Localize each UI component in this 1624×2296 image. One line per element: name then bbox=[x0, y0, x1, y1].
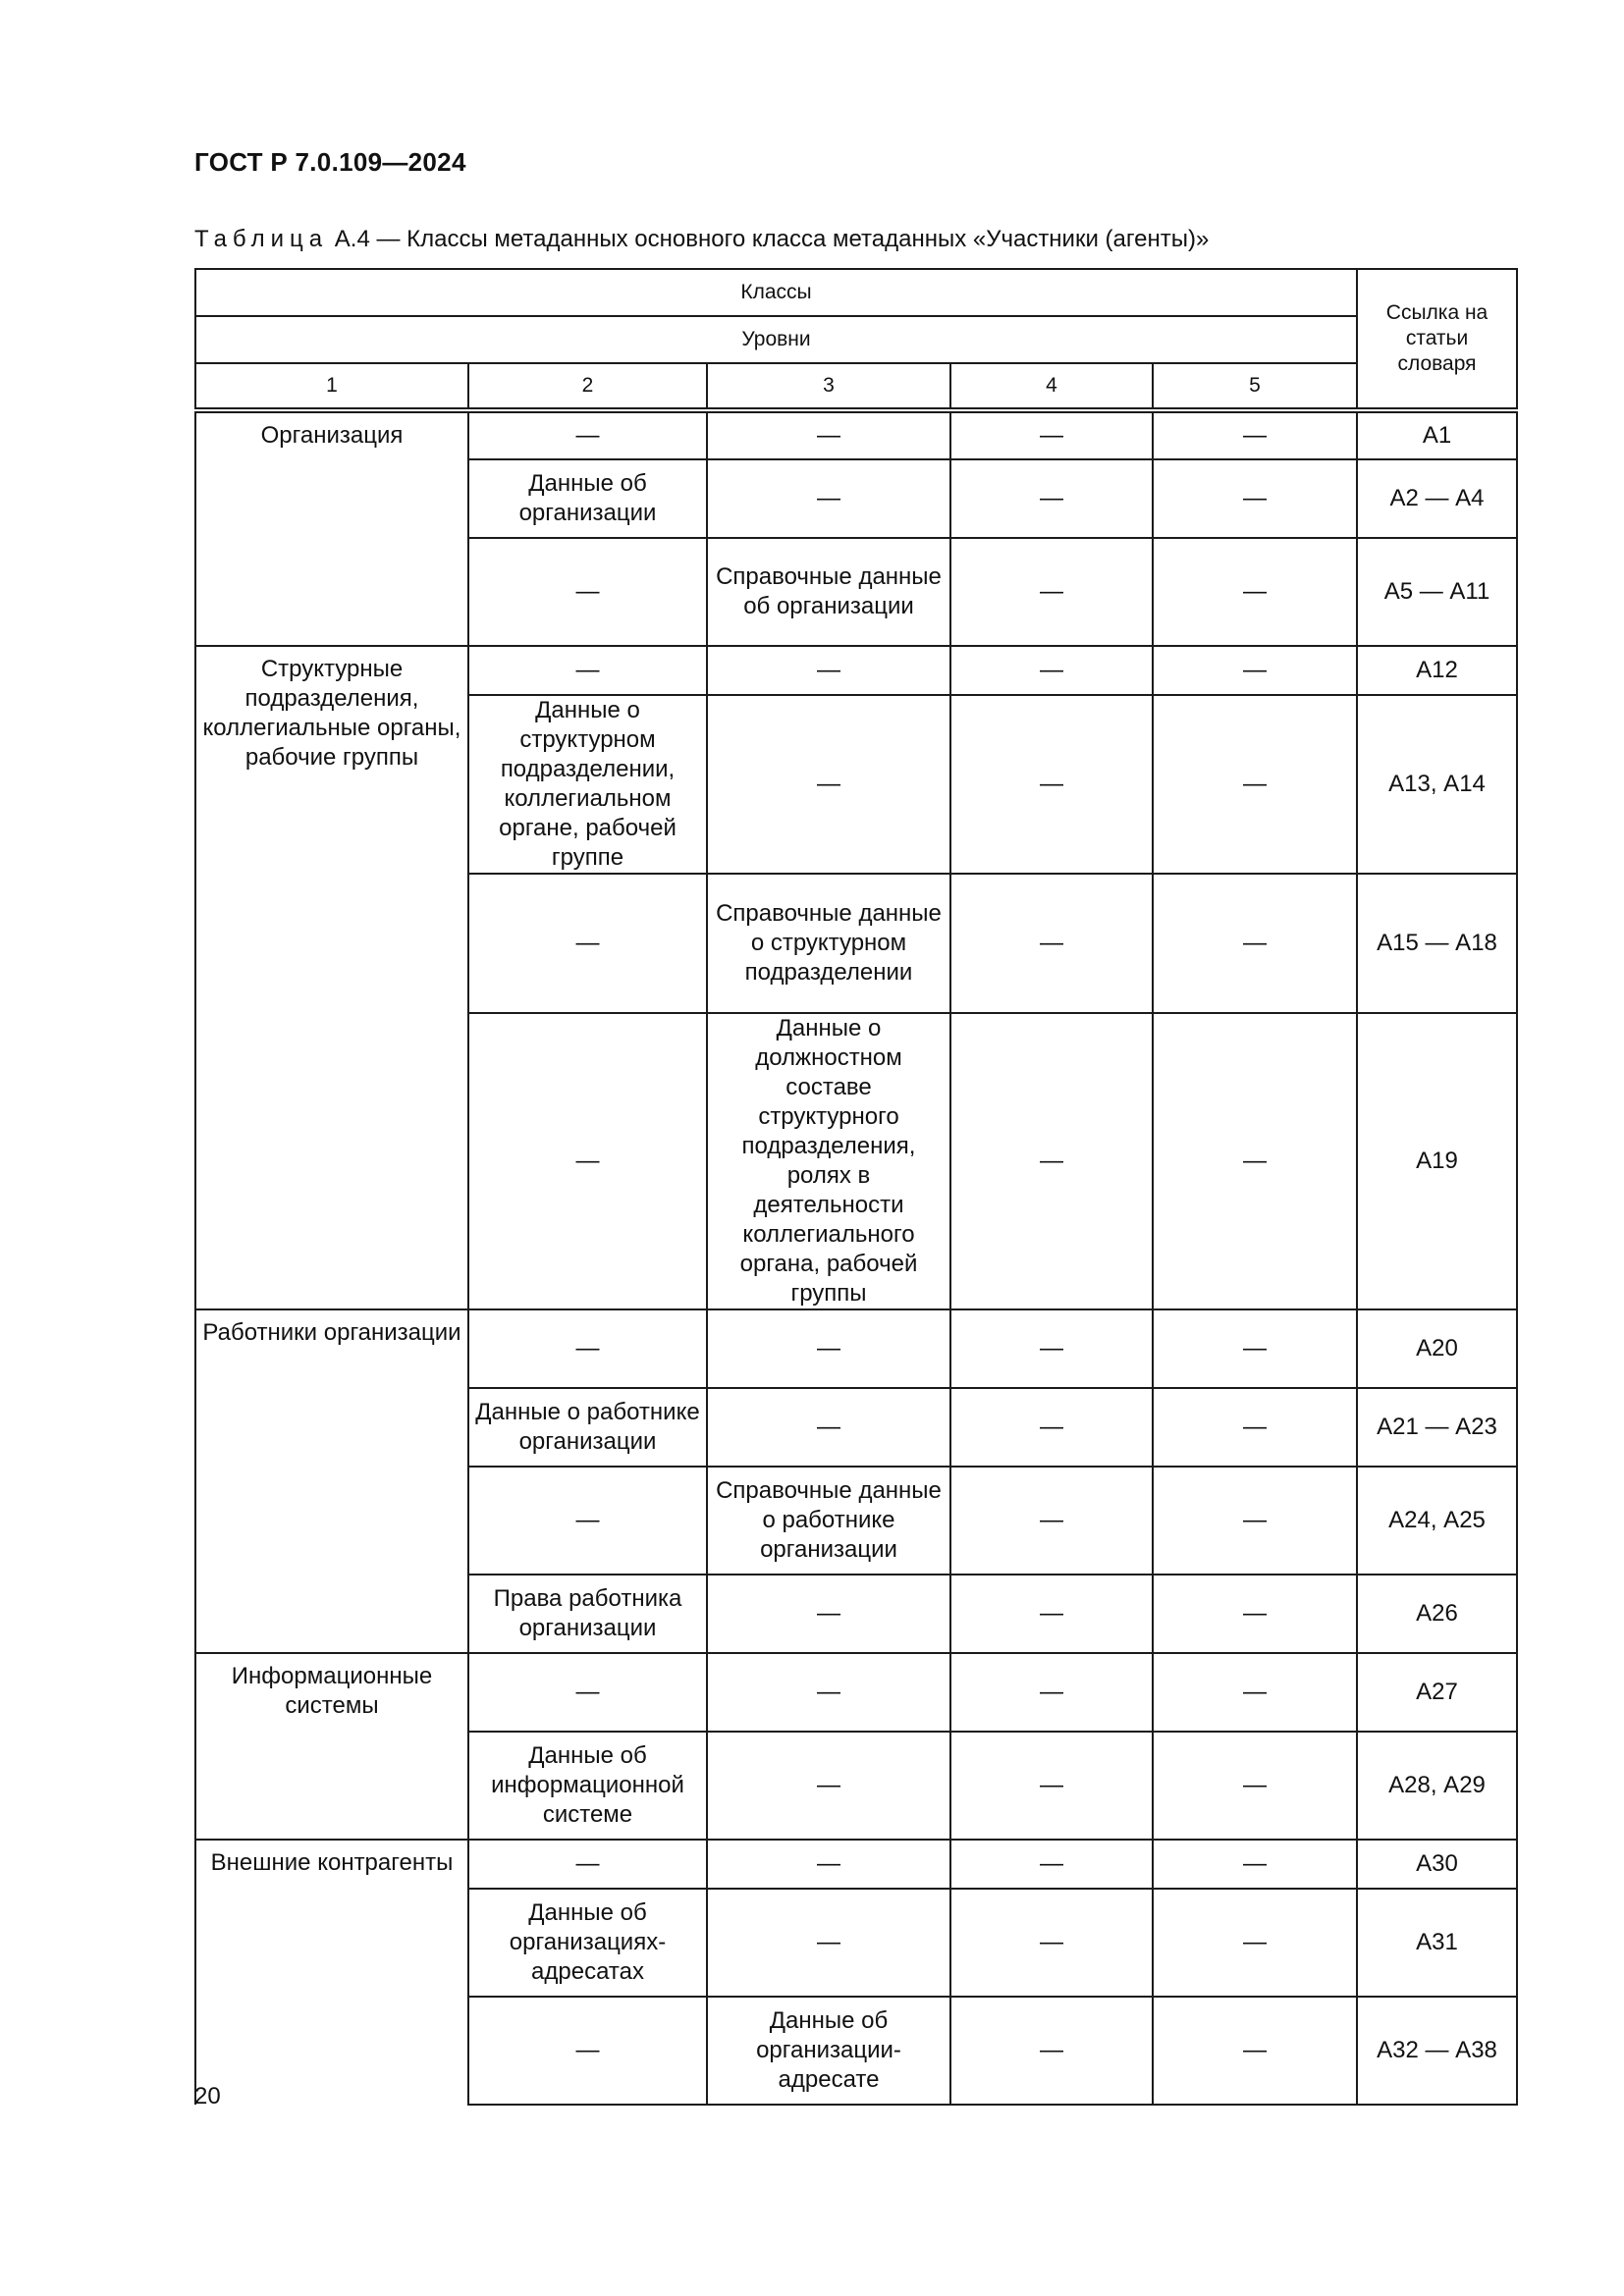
cell-ref: А5 — А11 bbox=[1357, 538, 1517, 646]
cell-ref: А20 bbox=[1357, 1309, 1517, 1388]
group-title: Внешние контрагенты bbox=[195, 1840, 468, 2105]
cell-level-5: — bbox=[1153, 1013, 1357, 1309]
group-title: Работники организации bbox=[195, 1309, 468, 1653]
cell-ref: А15 — А18 bbox=[1357, 874, 1517, 1013]
cell-ref: А24, А25 bbox=[1357, 1467, 1517, 1575]
cell-level-4: — bbox=[950, 1575, 1153, 1653]
table-row bbox=[195, 1309, 1517, 1388]
cell-level-3: — bbox=[707, 695, 950, 874]
cell-level-4: — bbox=[950, 1732, 1153, 1840]
column-number: 2 bbox=[468, 363, 707, 410]
cell-level-3: — bbox=[707, 1840, 950, 1889]
cell-level-3: — bbox=[707, 1575, 950, 1653]
cell-ref: А27 bbox=[1357, 1653, 1517, 1732]
cell-level-4: — bbox=[950, 410, 1153, 459]
group-title: Организация bbox=[195, 410, 468, 646]
column-number: 1 bbox=[195, 363, 468, 410]
cell-level-3: — bbox=[707, 1388, 950, 1467]
cell-level-5: — bbox=[1153, 410, 1357, 459]
cell-level-3: Данные об организации-адресате bbox=[707, 1997, 950, 2105]
cell-ref: А28, А29 bbox=[1357, 1732, 1517, 1840]
cell-ref: А21 — А23 bbox=[1357, 1388, 1517, 1467]
table-caption bbox=[194, 226, 1209, 253]
column-number: 5 bbox=[1153, 363, 1357, 410]
cell-level-4: — bbox=[950, 1309, 1153, 1388]
standard-code: ГОСТ Р 7.0.109—2024 bbox=[194, 147, 466, 177]
column-number: 4 bbox=[950, 363, 1153, 410]
cell-level-4: — bbox=[950, 874, 1153, 1013]
cell-ref: А1 bbox=[1357, 410, 1517, 459]
cell-level-3: Справочные данные о структурном подразделении bbox=[707, 874, 950, 1013]
cell-level-2: — bbox=[468, 1013, 707, 1309]
cell-level-2: — bbox=[468, 1840, 707, 1889]
metadata-classes-table bbox=[194, 268, 1518, 2106]
cell-level-4: — bbox=[950, 1388, 1153, 1467]
cell-level-5: — bbox=[1153, 459, 1357, 538]
cell-level-2: Данные о работнике организации bbox=[468, 1388, 707, 1467]
cell-level-3: Справочные данные о работнике организации bbox=[707, 1467, 950, 1575]
cell-level-4: — bbox=[950, 1467, 1153, 1575]
cell-level-5: — bbox=[1153, 1575, 1357, 1653]
cell-level-4: — bbox=[950, 459, 1153, 538]
cell-level-2: — bbox=[468, 1309, 707, 1388]
cell-level-3: — bbox=[707, 410, 950, 459]
caption-text: А.4 — Классы метаданных основного класса метаданных «Участники (агенты)» bbox=[334, 226, 1210, 252]
cell-ref: А19 bbox=[1357, 1013, 1517, 1309]
cell-level-5: — bbox=[1153, 646, 1357, 695]
cell-level-4: — bbox=[950, 1013, 1153, 1309]
table-row bbox=[195, 410, 1517, 459]
cell-level-5: — bbox=[1153, 874, 1357, 1013]
cell-level-5: — bbox=[1153, 1997, 1357, 2105]
cell-level-2: — bbox=[468, 874, 707, 1013]
caption-prefix: Таблица bbox=[194, 226, 329, 252]
cell-level-5: — bbox=[1153, 1388, 1357, 1467]
cell-level-2: — bbox=[468, 646, 707, 695]
cell-level-3: Справочные данные об организации bbox=[707, 538, 950, 646]
cell-level-2: — bbox=[468, 1467, 707, 1575]
cell-level-5: — bbox=[1153, 538, 1357, 646]
cell-ref: А2 — А4 bbox=[1357, 459, 1517, 538]
cell-level-3: — bbox=[707, 646, 950, 695]
cell-level-2: — bbox=[468, 538, 707, 646]
cell-level-5: — bbox=[1153, 1732, 1357, 1840]
cell-level-4: — bbox=[950, 646, 1153, 695]
header-levels: Уровни bbox=[195, 316, 1357, 363]
cell-level-3: — bbox=[707, 1889, 950, 1997]
cell-ref: А30 bbox=[1357, 1840, 1517, 1889]
cell-level-5: — bbox=[1153, 1840, 1357, 1889]
cell-level-3: Данные о должностном составе структурного подразделения, ролях в деятельности коллегиального органа, рабочей группы bbox=[707, 1013, 950, 1309]
cell-level-3: — bbox=[707, 1309, 950, 1388]
cell-level-4: — bbox=[950, 538, 1153, 646]
cell-level-4: — bbox=[950, 1889, 1153, 1997]
cell-level-2: Данные о структурном подразделении, коллегиальном органе, рабочей группе bbox=[468, 695, 707, 874]
cell-ref: А32 — А38 bbox=[1357, 1997, 1517, 2105]
table-row bbox=[195, 1840, 1517, 1889]
cell-level-3: — bbox=[707, 1653, 950, 1732]
cell-level-2: Данные об организации bbox=[468, 459, 707, 538]
cell-level-2: — bbox=[468, 1997, 707, 2105]
cell-level-2: — bbox=[468, 410, 707, 459]
page-number: 20 bbox=[194, 2083, 221, 2109]
cell-level-2: Права работника организации bbox=[468, 1575, 707, 1653]
cell-ref: А31 bbox=[1357, 1889, 1517, 1997]
column-number: 3 bbox=[707, 363, 950, 410]
header-dictionary-ref: Ссылка на статьи словаря bbox=[1357, 269, 1517, 410]
group-title: Информационные системы bbox=[195, 1653, 468, 1840]
cell-level-2: Данные об информационной системе bbox=[468, 1732, 707, 1840]
cell-level-4: — bbox=[950, 1840, 1153, 1889]
cell-level-5: — bbox=[1153, 1653, 1357, 1732]
cell-level-5: — bbox=[1153, 1467, 1357, 1575]
cell-level-4: — bbox=[950, 1997, 1153, 2105]
cell-level-5: — bbox=[1153, 1309, 1357, 1388]
cell-ref: А12 bbox=[1357, 646, 1517, 695]
cell-level-4: — bbox=[950, 695, 1153, 874]
cell-level-2: Данные об организациях-адресатах bbox=[468, 1889, 707, 1997]
group-title: Структурные подразделения, коллегиальные органы, рабочие группы bbox=[195, 646, 468, 1309]
table-row bbox=[195, 1653, 1517, 1732]
cell-level-5: — bbox=[1153, 695, 1357, 874]
table-row bbox=[195, 646, 1517, 695]
cell-ref: А13, А14 bbox=[1357, 695, 1517, 874]
cell-level-3: — bbox=[707, 1732, 950, 1840]
cell-level-3: — bbox=[707, 459, 950, 538]
header-classes: Классы bbox=[195, 269, 1357, 316]
cell-level-4: — bbox=[950, 1653, 1153, 1732]
cell-level-5: — bbox=[1153, 1889, 1357, 1997]
cell-level-2: — bbox=[468, 1653, 707, 1732]
cell-ref: А26 bbox=[1357, 1575, 1517, 1653]
